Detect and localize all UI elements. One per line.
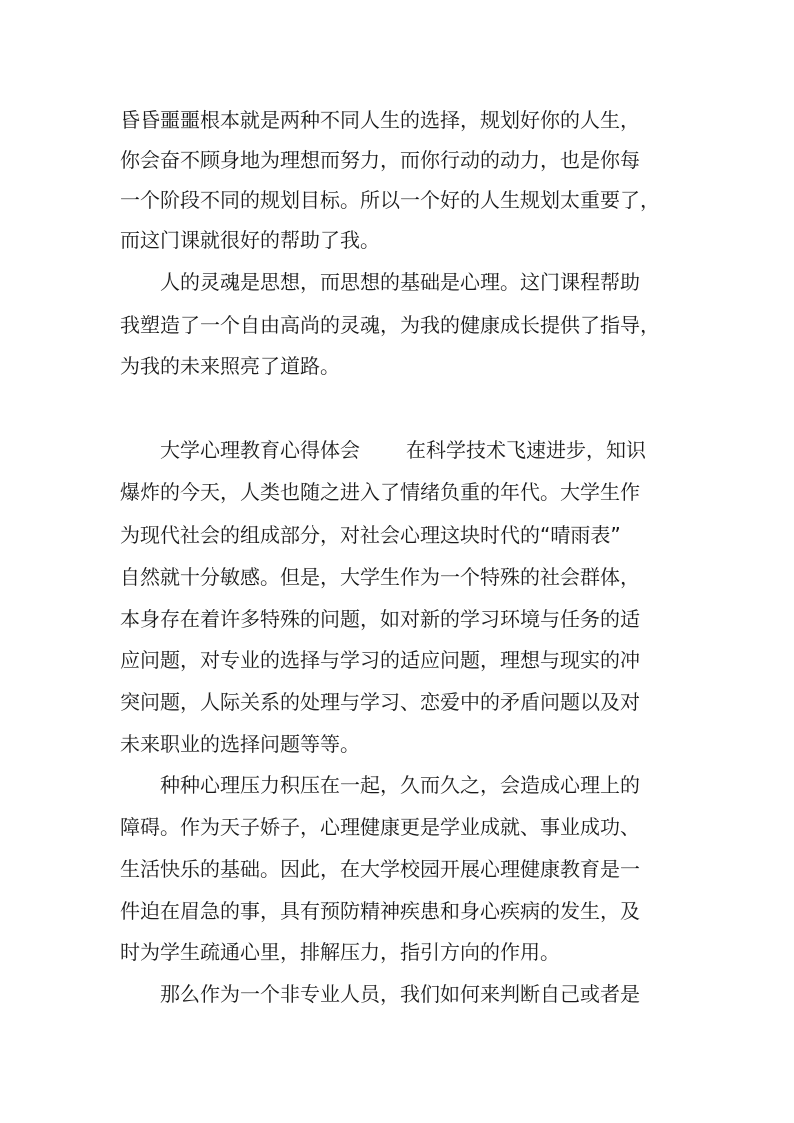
paragraph-line: 你会奋不顾身地为理想而努力，而你行动的动力，也是你每: [120, 148, 640, 172]
paragraph-line: 突问题，人际关系的处理与学习、恋爱中的矛盾问题以及对: [120, 690, 640, 714]
paragraph-line: 本身存在着许多特殊的问题，如对新的学习环境与任务的适: [120, 607, 640, 631]
paragraph-line: 障碍。作为天子娇子，心理健康更是学业成就、事业成功、: [120, 815, 640, 839]
paragraph-line: 生活快乐的基础。因此，在大学校园开展心理健康教育是一: [120, 857, 640, 881]
paragraph-line: 件迫在眉急的事，具有预防精神疾患和身心疾病的发生，及: [120, 899, 640, 923]
paragraph-line: 昏昏噩噩根本就是两种不同人生的选择，规划好你的人生，: [120, 108, 640, 132]
paragraph-line: 一个阶段不同的规划目标。所以一个好的人生规划太重要了，: [120, 188, 660, 212]
paragraph-line: 为我的未来照亮了道路。: [120, 354, 340, 378]
paragraph-line-start: 在科学技术飞速进步，知识: [406, 438, 646, 462]
paragraph-line: 种种心理压力积压在一起，久而久之，会造成心理上的: [160, 773, 640, 797]
paragraph-line: 人的灵魂是思想，而思想的基础是心理。这门课程帮助: [160, 270, 640, 294]
section-title-line: [160, 438, 720, 462]
paragraph-line: 时为学生疏通心里，排解压力，指引方向的作用。: [120, 940, 560, 964]
section-title: 大学心理教育心得体会: [160, 438, 360, 462]
paragraph-line: 应问题，对专业的选择与学习的适应问题，理想与现实的冲: [120, 648, 640, 672]
paragraph-line: 爆炸的今天，人类也随之进入了情绪负重的年代。大学生作: [120, 480, 640, 504]
paragraph-line: 为现代社会的组成部分，对社会心理这块时代的“晴雨表”: [120, 523, 621, 547]
paragraph-line: 我塑造了一个自由高尚的灵魂，为我的健康成长提供了指导，: [120, 313, 660, 337]
paragraph-line: 自然就十分敏感。但是，大学生作为一个特殊的社会群体，: [120, 565, 640, 589]
paragraph-line: 未来职业的选择问题等等。: [120, 732, 360, 756]
paragraph-line: 而这门课就很好的帮助了我。: [120, 228, 380, 252]
paragraph-line: 那么作为一个非专业人员，我们如何来判断自己或者是: [160, 982, 640, 1006]
